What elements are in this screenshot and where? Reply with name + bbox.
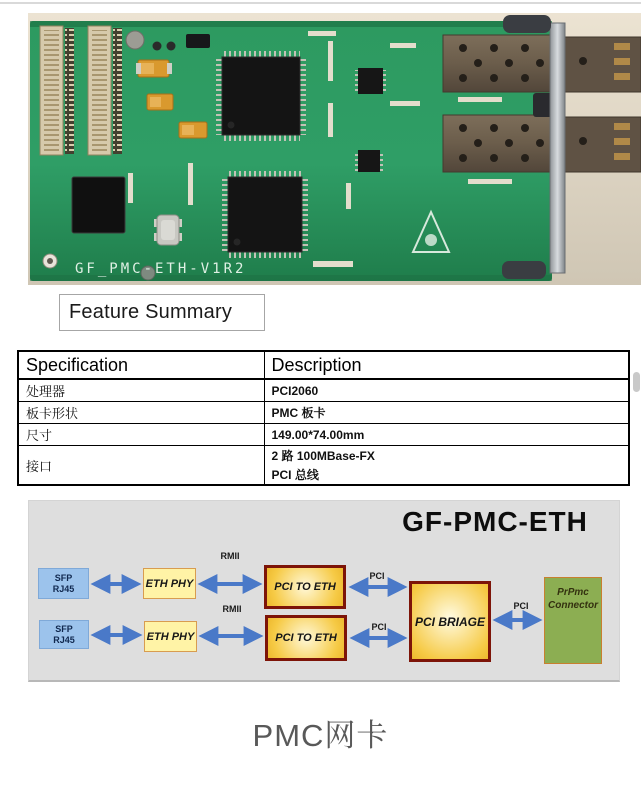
phy-chip-2 — [355, 150, 383, 172]
sfp-rj45-box-1 — [38, 568, 89, 599]
eth-phy1-label: ETH PHY — [145, 577, 194, 590]
eth-phy2-label: ETH PHY — [146, 630, 195, 643]
desc-cell-interface — [264, 446, 629, 486]
sfp-cage-2 — [443, 115, 641, 172]
pci-to-eth1-label: PCI TO ETH — [274, 581, 336, 593]
spec-cell-form-factor: 板卡形状 — [18, 402, 264, 424]
pci-to-eth-box-2 — [265, 615, 347, 661]
pmc-connector-1 — [40, 26, 74, 155]
prpmc-line2: Connector — [548, 600, 598, 611]
pci-bridge-box — [409, 581, 491, 662]
pci-label-2: PCI — [371, 622, 387, 632]
pcb-photo — [28, 13, 641, 285]
rmii-label-2: RMII — [222, 604, 242, 614]
phy-chip-1 — [355, 68, 386, 94]
feature-summary-heading — [59, 294, 265, 331]
rmii-label-1: RMII — [220, 551, 240, 561]
pci-label-bridge: PCI — [513, 601, 529, 611]
pull-tab-top — [503, 15, 551, 33]
spec-cell-processor: 处理器 — [18, 379, 264, 402]
page-top-divider — [0, 2, 641, 4]
qfp-chip-2 — [222, 171, 308, 258]
silkscreen-text: GF_PMC-ETH-V1R2 — [75, 261, 247, 277]
col-header-specification: Specification — [18, 351, 264, 379]
pci-bridge-label: PCI BRIAGE — [414, 614, 485, 629]
spec-table — [17, 350, 630, 486]
prpmc-line1: PrPmc — [557, 587, 589, 598]
pmc-connector-2 — [88, 26, 122, 155]
eth-phy-box-2 — [144, 621, 197, 652]
desc-cell-processor: PCI2060 — [264, 379, 629, 402]
pci-to-eth2-label: PCI TO ETH — [275, 632, 337, 644]
sfp-rj45-box-2 — [39, 620, 89, 649]
page-caption: PMC网卡 — [252, 718, 389, 753]
sfp1-line2: RJ45 — [52, 583, 75, 594]
table-row — [18, 424, 629, 446]
desc-interface-line2: PCI 总线 — [271, 468, 319, 482]
sfp-cage-1 — [443, 35, 641, 92]
table-row — [18, 446, 629, 486]
diagram-title: GF-PMC-ETH — [402, 506, 588, 537]
round-capacitor — [126, 31, 144, 49]
pci-label-1: PCI — [369, 571, 385, 581]
table-row — [18, 379, 629, 402]
test-point-1 — [153, 42, 162, 51]
sfp1-line1: SFP — [54, 572, 73, 583]
desc-cell-size: 149.00*74.00mm — [264, 424, 629, 446]
pull-tab-bottom — [502, 261, 546, 279]
block-diagram — [28, 500, 620, 682]
col-header-description: Description — [264, 351, 629, 379]
sfp2-line2: RJ45 — [53, 634, 75, 645]
bga-chip — [72, 177, 125, 233]
pci-to-eth-box-1 — [264, 565, 346, 609]
mounting-hole-1-center — [47, 258, 53, 264]
pcb-photo-art — [28, 13, 641, 285]
spec-cell-interface: 接口 — [18, 446, 264, 486]
desc-interface-line1: 2 路 100MBase-FX — [271, 449, 375, 463]
crystal-oscillator — [154, 215, 182, 245]
prpmc-connector-box — [544, 577, 602, 664]
diode — [186, 34, 210, 48]
test-point-2 — [167, 42, 176, 51]
eth-phy-box-1 — [143, 568, 196, 599]
spec-cell-size: 尺寸 — [18, 424, 264, 446]
front-bracket — [550, 23, 565, 273]
sfp2-line1: SFP — [55, 623, 73, 634]
feature-summary-label: Feature Summary — [69, 301, 233, 323]
qfp-chip-1 — [216, 51, 306, 141]
table-row — [18, 402, 629, 424]
scrollbar-thumb[interactable] — [633, 372, 640, 392]
desc-cell-form-factor: PMC 板卡 — [264, 402, 629, 424]
table-header-row — [18, 351, 629, 379]
